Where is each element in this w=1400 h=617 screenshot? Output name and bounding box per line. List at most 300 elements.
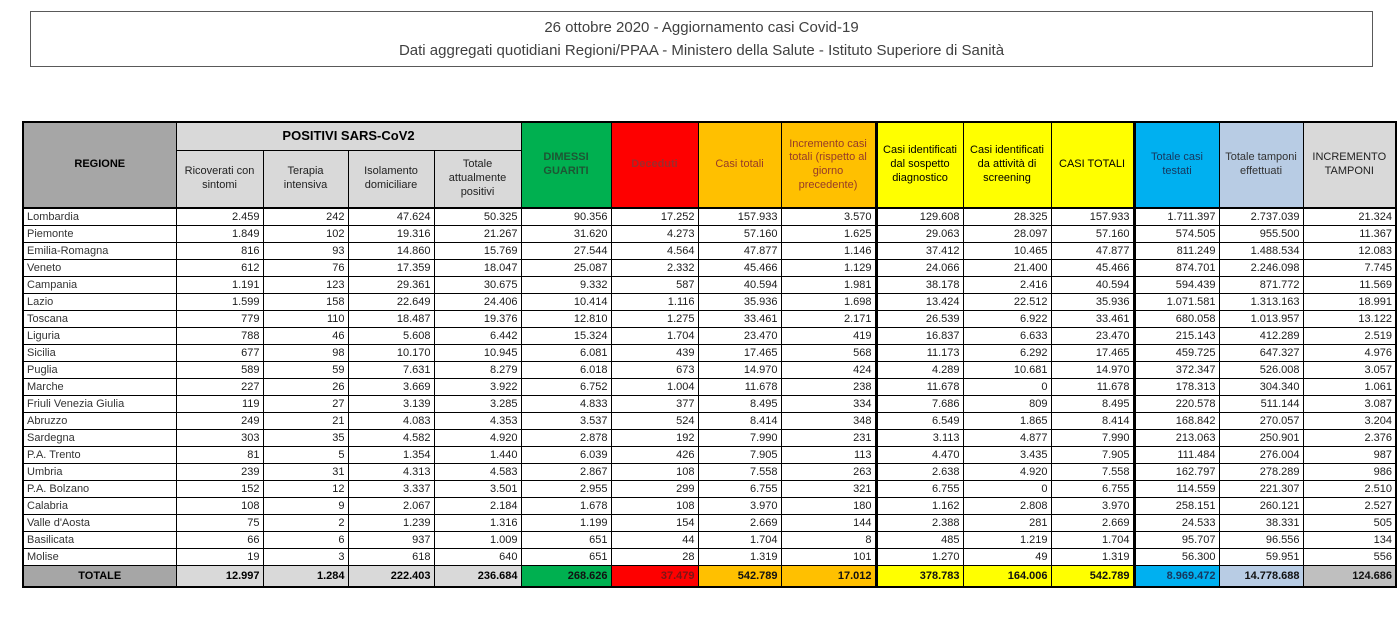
value-cell: 27	[263, 395, 348, 412]
value-cell: 1.313.163	[1219, 293, 1303, 310]
value-cell: 321	[781, 480, 876, 497]
covid-table	[22, 121, 1397, 588]
value-cell: 10.170	[348, 344, 434, 361]
table-row	[23, 293, 1396, 310]
value-cell: 677	[176, 344, 263, 361]
value-cell: 213.063	[1134, 429, 1219, 446]
col-header-casi-screening: Casi identificati da attività di screening	[963, 122, 1051, 208]
value-cell: 673	[611, 361, 698, 378]
value-cell: 270.057	[1219, 412, 1303, 429]
value-cell: 2.376	[1303, 429, 1396, 446]
value-cell: 26.539	[876, 310, 963, 327]
table-row	[23, 259, 1396, 276]
value-cell: 2.332	[611, 259, 698, 276]
value-cell: 40.594	[1051, 276, 1134, 293]
value-cell: 28.325	[963, 208, 1051, 225]
region-cell: Liguria	[23, 327, 176, 344]
value-cell: 102	[263, 225, 348, 242]
table-row	[23, 344, 1396, 361]
value-cell: 7.990	[698, 429, 781, 446]
value-cell: 5.608	[348, 327, 434, 344]
value-cell: 524	[611, 412, 698, 429]
value-cell: 2.878	[521, 429, 611, 446]
value-cell: 9	[263, 497, 348, 514]
value-cell: 651	[521, 531, 611, 548]
value-cell: 3.087	[1303, 395, 1396, 412]
value-cell: 2.388	[876, 514, 963, 531]
value-cell: 12.083	[1303, 242, 1396, 259]
value-cell: 1.354	[348, 446, 434, 463]
value-cell: 6.442	[434, 327, 521, 344]
value-cell: 4.083	[348, 412, 434, 429]
table-row	[23, 276, 1396, 293]
value-cell: 526.008	[1219, 361, 1303, 378]
totale-value-cell: 222.403	[348, 565, 434, 587]
value-cell: 13.424	[876, 293, 963, 310]
table-row	[23, 446, 1396, 463]
value-cell: 17.252	[611, 208, 698, 225]
value-cell: 231	[781, 429, 876, 446]
value-cell: 4.920	[434, 429, 521, 446]
value-cell: 4.313	[348, 463, 434, 480]
value-cell: 108	[611, 463, 698, 480]
value-cell: 511.144	[1219, 395, 1303, 412]
value-cell: 2.669	[698, 514, 781, 531]
value-cell: 299	[611, 480, 698, 497]
value-cell: 96.556	[1219, 531, 1303, 548]
value-cell: 1.009	[434, 531, 521, 548]
value-cell: 38.331	[1219, 514, 1303, 531]
value-cell: 242	[263, 208, 348, 225]
value-cell: 220.578	[1134, 395, 1219, 412]
value-cell: 1.865	[963, 412, 1051, 429]
value-cell: 1.698	[781, 293, 876, 310]
totale-value-cell: 8.969.472	[1134, 565, 1219, 587]
value-cell: 1.004	[611, 378, 698, 395]
col-header-ricoverati: Ricoverati con sintomi	[176, 150, 263, 208]
region-cell: Valle d'Aosta	[23, 514, 176, 531]
value-cell: 12	[263, 480, 348, 497]
value-cell: 3.669	[348, 378, 434, 395]
value-cell: 4.582	[348, 429, 434, 446]
value-cell: 144	[781, 514, 876, 531]
value-cell: 22.512	[963, 293, 1051, 310]
region-cell: Veneto	[23, 259, 176, 276]
value-cell: 8.414	[1051, 412, 1134, 429]
col-header-casi-totali: Casi totali	[698, 122, 781, 208]
value-cell: 372.347	[1134, 361, 1219, 378]
value-cell: 18.047	[434, 259, 521, 276]
table-row	[23, 531, 1396, 548]
totale-value-cell: 17.012	[781, 565, 876, 587]
value-cell: 647.327	[1219, 344, 1303, 361]
col-header-terapia-intensiva: Terapia intensiva	[263, 150, 348, 208]
table-row	[23, 514, 1396, 531]
col-header-deceduti: Deceduti	[611, 122, 698, 208]
value-cell: 33.461	[698, 310, 781, 327]
value-cell: 3.922	[434, 378, 521, 395]
value-cell: 31.620	[521, 225, 611, 242]
value-cell: 110	[263, 310, 348, 327]
value-cell: 29.063	[876, 225, 963, 242]
value-cell: 19.316	[348, 225, 434, 242]
value-cell: 101	[781, 548, 876, 565]
value-cell: 612	[176, 259, 263, 276]
value-cell: 1.488.534	[1219, 242, 1303, 259]
col-header-incremento-tamponi: INCREMENTO TAMPONI	[1303, 122, 1396, 208]
value-cell: 8.414	[698, 412, 781, 429]
totale-row	[23, 565, 1396, 587]
table-row	[23, 548, 1396, 565]
value-cell: 13.122	[1303, 310, 1396, 327]
table-row	[23, 412, 1396, 429]
value-cell: 6.292	[963, 344, 1051, 361]
value-cell: 158	[263, 293, 348, 310]
value-cell: 587	[611, 276, 698, 293]
value-cell: 134	[1303, 531, 1396, 548]
value-cell: 0	[963, 480, 1051, 497]
value-cell: 11.367	[1303, 225, 1396, 242]
value-cell: 618	[348, 548, 434, 565]
value-cell: 334	[781, 395, 876, 412]
col-header-totale-tamponi: Totale tamponi effettuati	[1219, 122, 1303, 208]
value-cell: 4.273	[611, 225, 698, 242]
value-cell: 574.505	[1134, 225, 1219, 242]
value-cell: 45.466	[1051, 259, 1134, 276]
value-cell: 1.116	[611, 293, 698, 310]
region-cell: Lombardia	[23, 208, 176, 225]
value-cell: 0	[963, 378, 1051, 395]
value-cell: 278.289	[1219, 463, 1303, 480]
value-cell: 10.414	[521, 293, 611, 310]
region-cell: Sardegna	[23, 429, 176, 446]
value-cell: 10.681	[963, 361, 1051, 378]
value-cell: 11.678	[698, 378, 781, 395]
value-cell: 6.755	[876, 480, 963, 497]
value-cell: 2.955	[521, 480, 611, 497]
value-cell: 162.797	[1134, 463, 1219, 480]
value-cell: 8	[781, 531, 876, 548]
table-footer	[23, 565, 1396, 587]
value-cell: 16.837	[876, 327, 963, 344]
value-cell: 2.459	[176, 208, 263, 225]
value-cell: 1.275	[611, 310, 698, 327]
value-cell: 11.569	[1303, 276, 1396, 293]
table-row	[23, 463, 1396, 480]
value-cell: 986	[1303, 463, 1396, 480]
value-cell: 119	[176, 395, 263, 412]
table-row	[23, 242, 1396, 259]
value-cell: 192	[611, 429, 698, 446]
value-cell: 1.270	[876, 548, 963, 565]
value-cell: 6.922	[963, 310, 1051, 327]
value-cell: 18.487	[348, 310, 434, 327]
value-cell: 4.976	[1303, 344, 1396, 361]
value-cell: 412.289	[1219, 327, 1303, 344]
value-cell: 2.246.098	[1219, 259, 1303, 276]
value-cell: 57.160	[1051, 225, 1134, 242]
value-cell: 23.470	[698, 327, 781, 344]
value-cell: 426	[611, 446, 698, 463]
value-cell: 22.649	[348, 293, 434, 310]
value-cell: 180	[781, 497, 876, 514]
value-cell: 3.970	[698, 497, 781, 514]
value-cell: 816	[176, 242, 263, 259]
value-cell: 1.316	[434, 514, 521, 531]
value-cell: 21.400	[963, 259, 1051, 276]
value-cell: 238	[781, 378, 876, 395]
value-cell: 40.594	[698, 276, 781, 293]
value-cell: 4.289	[876, 361, 963, 378]
value-cell: 4.833	[521, 395, 611, 412]
value-cell: 5	[263, 446, 348, 463]
value-cell: 168.842	[1134, 412, 1219, 429]
value-cell: 1.704	[1051, 531, 1134, 548]
value-cell: 1.129	[781, 259, 876, 276]
region-cell: Calabria	[23, 497, 176, 514]
value-cell: 35	[263, 429, 348, 446]
value-cell: 76	[263, 259, 348, 276]
value-cell: 227	[176, 378, 263, 395]
value-cell: 11.173	[876, 344, 963, 361]
value-cell: 108	[176, 497, 263, 514]
value-cell: 178.313	[1134, 378, 1219, 395]
value-cell: 47.877	[698, 242, 781, 259]
value-cell: 987	[1303, 446, 1396, 463]
totale-value-cell: 268.626	[521, 565, 611, 587]
value-cell: 38.178	[876, 276, 963, 293]
value-cell: 31	[263, 463, 348, 480]
value-cell: 2.527	[1303, 497, 1396, 514]
value-cell: 8.279	[434, 361, 521, 378]
value-cell: 7.905	[1051, 446, 1134, 463]
value-cell: 56.300	[1134, 548, 1219, 565]
value-cell: 33.461	[1051, 310, 1134, 327]
value-cell: 1.239	[348, 514, 434, 531]
region-cell: Friuli Venezia Giulia	[23, 395, 176, 412]
value-cell: 23.470	[1051, 327, 1134, 344]
region-cell: P.A. Trento	[23, 446, 176, 463]
value-cell: 6.549	[876, 412, 963, 429]
value-cell: 47.877	[1051, 242, 1134, 259]
region-cell: Basilicata	[23, 531, 176, 548]
value-cell: 2.416	[963, 276, 1051, 293]
value-cell: 348	[781, 412, 876, 429]
region-cell: Campania	[23, 276, 176, 293]
value-cell: 123	[263, 276, 348, 293]
region-cell: Piemonte	[23, 225, 176, 242]
totale-value-cell: 12.997	[176, 565, 263, 587]
value-cell: 6.755	[1051, 480, 1134, 497]
value-cell: 6.039	[521, 446, 611, 463]
value-cell: 152	[176, 480, 263, 497]
table-row	[23, 378, 1396, 395]
totale-label-cell: TOTALE	[23, 565, 176, 587]
title-box	[30, 11, 1373, 67]
col-header-totale-positivi: Totale attualmente positivi	[434, 150, 521, 208]
value-cell: 6.081	[521, 344, 611, 361]
value-cell: 1.199	[521, 514, 611, 531]
value-cell: 505	[1303, 514, 1396, 531]
value-cell: 2.867	[521, 463, 611, 480]
value-cell: 15.769	[434, 242, 521, 259]
region-cell: P.A. Bolzano	[23, 480, 176, 497]
region-cell: Abruzzo	[23, 412, 176, 429]
totale-value-cell: 378.783	[876, 565, 963, 587]
value-cell: 1.191	[176, 276, 263, 293]
totale-value-cell: 542.789	[1051, 565, 1134, 587]
value-cell: 424	[781, 361, 876, 378]
title-line-2: Dati aggregati quotidiani Regioni/PPAA - Ministero della Salute - Istituto Superiore di Sanità	[398, 42, 1005, 60]
value-cell: 50.325	[434, 208, 521, 225]
value-cell: 30.675	[434, 276, 521, 293]
region-cell: Molise	[23, 548, 176, 565]
value-cell: 937	[348, 531, 434, 548]
value-cell: 7.990	[1051, 429, 1134, 446]
value-cell: 111.484	[1134, 446, 1219, 463]
value-cell: 3.337	[348, 480, 434, 497]
value-cell: 28.097	[963, 225, 1051, 242]
table-row	[23, 361, 1396, 378]
value-cell: 1.146	[781, 242, 876, 259]
value-cell: 27.544	[521, 242, 611, 259]
value-cell: 377	[611, 395, 698, 412]
value-cell: 7.745	[1303, 259, 1396, 276]
value-cell: 3.570	[781, 208, 876, 225]
value-cell: 250.901	[1219, 429, 1303, 446]
value-cell: 14.970	[1051, 361, 1134, 378]
table-row	[23, 497, 1396, 514]
value-cell: 8.495	[698, 395, 781, 412]
region-cell: Lazio	[23, 293, 176, 310]
value-cell: 157.933	[1051, 208, 1134, 225]
value-cell: 157.933	[698, 208, 781, 225]
value-cell: 303	[176, 429, 263, 446]
region-cell: Puglia	[23, 361, 176, 378]
value-cell: 459.725	[1134, 344, 1219, 361]
totale-value-cell: 37.479	[611, 565, 698, 587]
table-row	[23, 327, 1396, 344]
value-cell: 10.465	[963, 242, 1051, 259]
value-cell: 2.171	[781, 310, 876, 327]
value-cell: 4.583	[434, 463, 521, 480]
region-cell: Sicilia	[23, 344, 176, 361]
value-cell: 37.412	[876, 242, 963, 259]
value-cell: 10.945	[434, 344, 521, 361]
value-cell: 3.113	[876, 429, 963, 446]
totale-value-cell: 1.284	[263, 565, 348, 587]
value-cell: 26	[263, 378, 348, 395]
value-cell: 1.061	[1303, 378, 1396, 395]
value-cell: 3.139	[348, 395, 434, 412]
value-cell: 2.669	[1051, 514, 1134, 531]
value-cell: 485	[876, 531, 963, 548]
table-row	[23, 480, 1396, 497]
value-cell: 154	[611, 514, 698, 531]
value-cell: 304.340	[1219, 378, 1303, 395]
value-cell: 3.435	[963, 446, 1051, 463]
value-cell: 7.558	[698, 463, 781, 480]
value-cell: 874.701	[1134, 259, 1219, 276]
value-cell: 276.004	[1219, 446, 1303, 463]
value-cell: 3.970	[1051, 497, 1134, 514]
value-cell: 3	[263, 548, 348, 565]
table-row	[23, 395, 1396, 412]
value-cell: 1.981	[781, 276, 876, 293]
value-cell: 2.808	[963, 497, 1051, 514]
value-cell: 651	[521, 548, 611, 565]
table-header	[23, 122, 1396, 208]
value-cell: 14.860	[348, 242, 434, 259]
value-cell: 221.307	[1219, 480, 1303, 497]
value-cell: 6.755	[698, 480, 781, 497]
value-cell: 215.143	[1134, 327, 1219, 344]
value-cell: 419	[781, 327, 876, 344]
region-cell: Umbria	[23, 463, 176, 480]
value-cell: 15.324	[521, 327, 611, 344]
value-cell: 11.678	[1051, 378, 1134, 395]
value-cell: 779	[176, 310, 263, 327]
value-cell: 59	[263, 361, 348, 378]
region-cell: Toscana	[23, 310, 176, 327]
value-cell: 4.470	[876, 446, 963, 463]
value-cell: 95.707	[1134, 531, 1219, 548]
value-cell: 439	[611, 344, 698, 361]
region-column-header: REGIONE	[23, 122, 176, 208]
value-cell: 108	[611, 497, 698, 514]
col-header-casi-sospetto-diagnostico: Casi identificati dal sospetto diagnostico	[876, 122, 963, 208]
totale-value-cell: 14.778.688	[1219, 565, 1303, 587]
value-cell: 35.936	[1051, 293, 1134, 310]
table-row	[23, 225, 1396, 242]
value-cell: 6.633	[963, 327, 1051, 344]
value-cell: 6.752	[521, 378, 611, 395]
value-cell: 7.686	[876, 395, 963, 412]
value-cell: 4.564	[611, 242, 698, 259]
value-cell: 9.332	[521, 276, 611, 293]
value-cell: 114.559	[1134, 480, 1219, 497]
totale-value-cell: 164.006	[963, 565, 1051, 587]
value-cell: 1.071.581	[1134, 293, 1219, 310]
value-cell: 3.285	[434, 395, 521, 412]
value-cell: 21	[263, 412, 348, 429]
value-cell: 1.704	[698, 531, 781, 548]
value-cell: 1.599	[176, 293, 263, 310]
value-cell: 47.624	[348, 208, 434, 225]
value-cell: 1.625	[781, 225, 876, 242]
table-row	[23, 429, 1396, 446]
value-cell: 589	[176, 361, 263, 378]
value-cell: 955.500	[1219, 225, 1303, 242]
table-body	[23, 208, 1396, 565]
col-header-totale-casi-testati: Totale casi testati	[1134, 122, 1219, 208]
totale-value-cell: 542.789	[698, 565, 781, 587]
value-cell: 6.018	[521, 361, 611, 378]
table-row	[23, 208, 1396, 225]
value-cell: 556	[1303, 548, 1396, 565]
value-cell: 239	[176, 463, 263, 480]
value-cell: 24.406	[434, 293, 521, 310]
value-cell: 46	[263, 327, 348, 344]
value-cell: 3.537	[521, 412, 611, 429]
value-cell: 17.465	[1051, 344, 1134, 361]
value-cell: 29.361	[348, 276, 434, 293]
value-cell: 809	[963, 395, 1051, 412]
value-cell: 24.533	[1134, 514, 1219, 531]
value-cell: 2.510	[1303, 480, 1396, 497]
value-cell: 1.319	[1051, 548, 1134, 565]
value-cell: 7.558	[1051, 463, 1134, 480]
